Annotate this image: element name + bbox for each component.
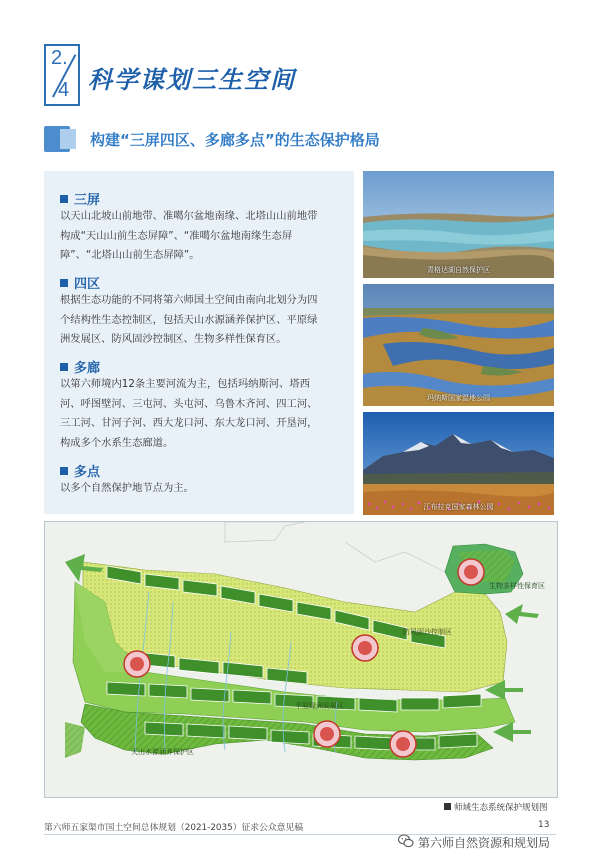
caption-square-icon: [444, 803, 451, 810]
wechat-icon: [398, 834, 414, 851]
photo-caption: 玛纳斯国家湿地公园: [427, 394, 490, 402]
subheading: [44, 126, 380, 152]
bullet-square-icon: [60, 279, 68, 287]
info-box: [44, 171, 354, 514]
subheading-square-icon: [44, 126, 70, 152]
wechat-account: 第六师自然资源和规划局: [398, 834, 550, 851]
eco-protection-map: [44, 521, 558, 798]
bullet-square-icon: [60, 467, 68, 475]
section-number-top: 2.: [51, 47, 68, 69]
block-title-sique: 四区: [60, 273, 100, 292]
page-number: 13: [538, 820, 550, 830]
block-title-duodian: 多点: [60, 461, 100, 480]
zone-label: 天山水源涵养保护区: [131, 748, 194, 756]
bullet-square-icon: [60, 195, 68, 203]
photo-caption: 青格达湖自然保护区: [427, 266, 490, 274]
subheading-text: 构建“三屏四区、多廊多点”的生态保护格局: [90, 130, 380, 149]
block-text-sique: 根据生态功能的不同将第六师国土空间由南向北划分为四 个结构性生态控制区，包括天山水源涵养保护区、平原绿 洲发展区、防风固沙控制区、生物多样性保育区。: [60, 294, 318, 345]
photo-lake: [363, 171, 554, 278]
block-text-duodian: 以多个自然保护地节点为主。: [60, 482, 194, 494]
block-text-sanping: 以天山北坡山前地带、准噶尔盆地南缘、北塔山山前地带 构成“天山山前生态屏障”、“准噶尔盆地南缘生态屏 障”、“北塔山山前生态屏障”。: [60, 210, 318, 261]
bullet-square-icon: [60, 363, 68, 371]
section-number-box: [44, 44, 80, 106]
block-title-duolang: 多廊: [60, 357, 100, 376]
photo-wetland: [363, 284, 554, 406]
photo-forest: [363, 412, 554, 515]
map-caption: 师域生态系统保护规划图: [444, 801, 548, 813]
block-title-sanping: 三屏: [60, 189, 100, 208]
photo-caption: 江布拉克国家森林公园: [423, 503, 494, 511]
section-number-bottom: 4: [58, 79, 70, 101]
footer-document-title: 第六师五家渠市国土空间总体规划（2021-2035）征求公众意见稿: [44, 823, 304, 833]
zone-label: 平原绿洲发展区: [295, 702, 344, 710]
block-text-duolang: 以第六师境内12条主要河流为主，包括玛纳斯河、塔西 河、呼图壁河、三屯河、头屯河、乌鲁木齐河、四工河、 三工河、甘河子河、西大龙口河、东大龙口河、开垦河， 构成多个水系生态廊道。: [60, 378, 318, 449]
zone-label: 生物多样性保育区: [489, 582, 545, 590]
section-title: 科学谋划三生空间: [88, 66, 296, 94]
zone-label: 防风固沙控制区: [403, 628, 452, 636]
